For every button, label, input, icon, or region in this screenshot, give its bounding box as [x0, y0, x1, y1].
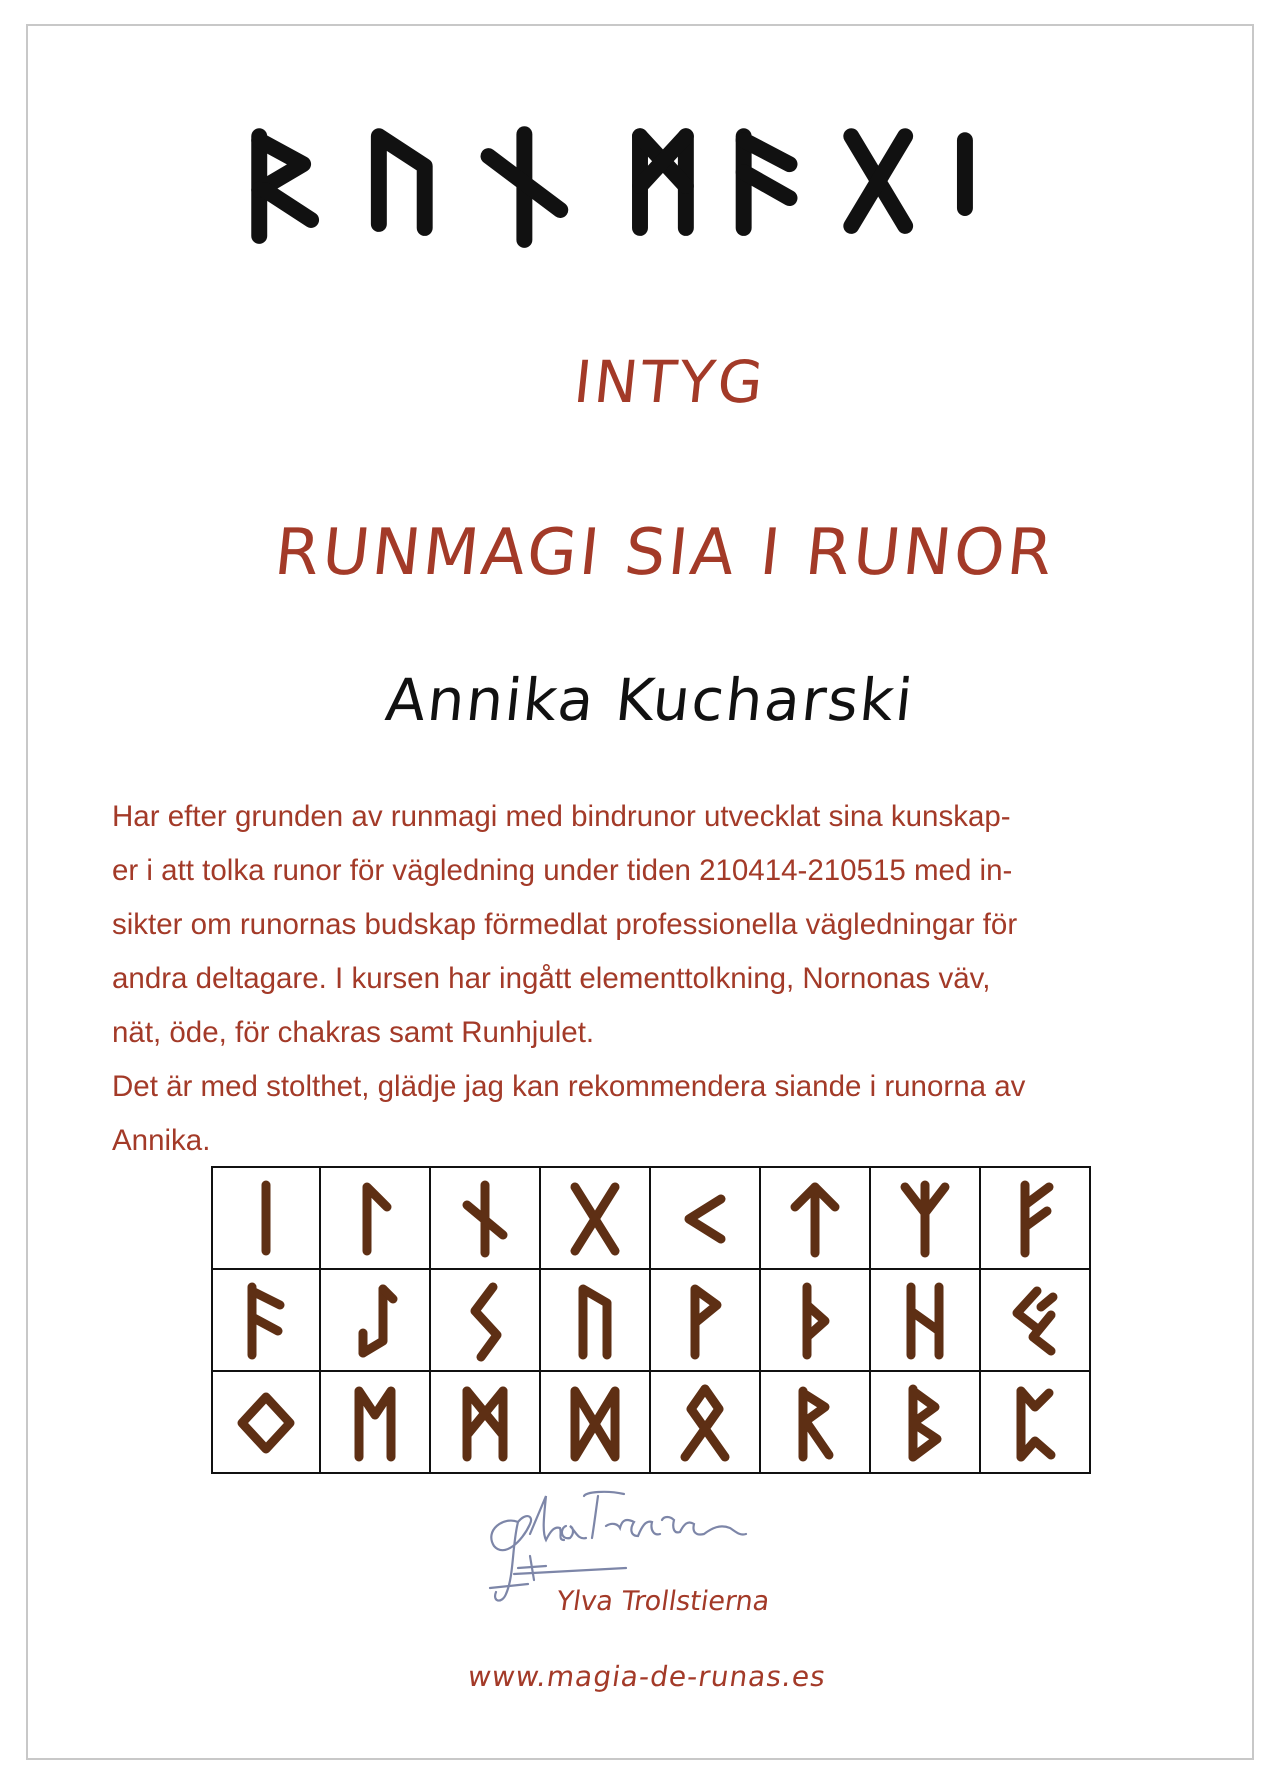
rune-hagalaz-icon: [891, 1277, 959, 1363]
rune-cell-dagaz: [540, 1371, 650, 1473]
rune-cell-uruz: [540, 1269, 650, 1371]
rune-cell-raido: [760, 1371, 870, 1473]
certificate-title: INTYG: [570, 348, 770, 416]
body-line: nät, öde, för chakras samt Runhjulet.: [112, 1016, 595, 1049]
rune-cell-kenaz: [650, 1167, 760, 1269]
rune-grid-row: [212, 1269, 1090, 1371]
rune-cell-ansuz: [212, 1269, 320, 1371]
certificate-page: [26, 24, 1254, 1760]
rune-thurisaz-icon: [781, 1277, 849, 1363]
rune-othala-icon: [671, 1379, 739, 1465]
rune-cell-mannaz: [320, 1371, 430, 1473]
rune-cell-ingwaz: [212, 1371, 320, 1473]
rune-cell-mannaz-bind: [430, 1371, 540, 1473]
rune-algiz-icon: [891, 1175, 959, 1261]
header-rune-word: [28, 116, 1252, 296]
rune-gebo-icon: [561, 1175, 629, 1261]
rune-berkano-icon: [891, 1379, 959, 1465]
header-rune-uruz: [379, 136, 425, 228]
rune-cell-jera: [980, 1269, 1090, 1371]
rune-fehu-icon: [1001, 1175, 1069, 1261]
body-line: Det är med stolthet, glädje jag kan rekommendera siande i runorna av: [112, 1070, 1026, 1103]
certificate-body: [112, 790, 1172, 1168]
rune-perthro-icon: [1001, 1379, 1069, 1465]
rune-cell-eihwaz: [320, 1269, 430, 1371]
rune-ingwaz-icon: [232, 1379, 300, 1465]
rune-cell-naudiz: [430, 1167, 540, 1269]
rune-mannaz-icon: [341, 1379, 409, 1465]
header-rune-ansuz: [744, 136, 790, 228]
header-rune-raido: [259, 136, 311, 236]
rune-mannaz-bind-icon: [451, 1379, 519, 1465]
rune-grid: [211, 1166, 1091, 1474]
header-rune-naudiz: [488, 134, 560, 240]
body-line: Annika.: [112, 1124, 211, 1157]
rune-cell-algiz: [870, 1167, 980, 1269]
body-line: andra deltagare. I kursen har ingått elementtolkning, Nornonas väv,: [112, 962, 991, 995]
body-line: Har efter grunden av runmagi med bindrunor utvecklat sina kunskap-: [112, 800, 1011, 833]
header-rune-gebo: [851, 136, 905, 226]
rune-cell-isaz: [212, 1167, 320, 1269]
rune-cell-sowilo: [430, 1269, 540, 1371]
rune-grid-row: [212, 1371, 1090, 1473]
course-title: RUNMAGI SIA I RUNOR: [271, 516, 1059, 590]
rune-sowilo-icon: [451, 1277, 519, 1363]
rune-grid-row: [212, 1167, 1090, 1269]
rune-raido-icon: [781, 1379, 849, 1465]
rune-jera-icon: [1001, 1277, 1069, 1363]
rune-kenaz-icon: [671, 1175, 739, 1261]
website-link[interactable]: www.magia-de-runas.es: [465, 1660, 829, 1693]
body-line: er i att tolka runor för vägledning under tiden 210414-210515 med in-: [112, 854, 1013, 887]
signer-name: Ylva Trollstierna: [554, 1586, 772, 1617]
rune-cell-hagalaz: [870, 1269, 980, 1371]
recipient-name: Annika Kucharski: [382, 666, 918, 734]
rune-uruz-icon: [561, 1277, 629, 1363]
rune-dagaz-icon: [561, 1379, 629, 1465]
header-rune-mannaz: [640, 136, 686, 228]
rune-cell-tiwaz: [760, 1167, 870, 1269]
rune-cell-laguz: [320, 1167, 430, 1269]
rune-cell-othala: [650, 1371, 760, 1473]
rune-cell-fehu: [980, 1167, 1090, 1269]
rune-cell-wunjo: [650, 1269, 760, 1371]
rune-cell-perthro: [980, 1371, 1090, 1473]
rune-naudiz-icon: [451, 1175, 519, 1261]
rune-wunjo-icon: [671, 1277, 739, 1363]
rune-eihwaz-icon: [341, 1277, 409, 1363]
header-rune-word-drawing: [28, 116, 1252, 296]
rune-isaz-icon: [232, 1175, 300, 1261]
rune-tiwaz-icon: [781, 1175, 849, 1261]
rune-cell-gebo: [540, 1167, 650, 1269]
rune-cell-thurisaz: [760, 1269, 870, 1371]
rune-cell-berkano: [870, 1371, 980, 1473]
rune-laguz-icon: [341, 1175, 409, 1261]
body-line: sikter om runornas budskap förmedlat professionella vägledningar för: [112, 908, 1018, 941]
rune-ansuz-icon: [232, 1277, 300, 1363]
